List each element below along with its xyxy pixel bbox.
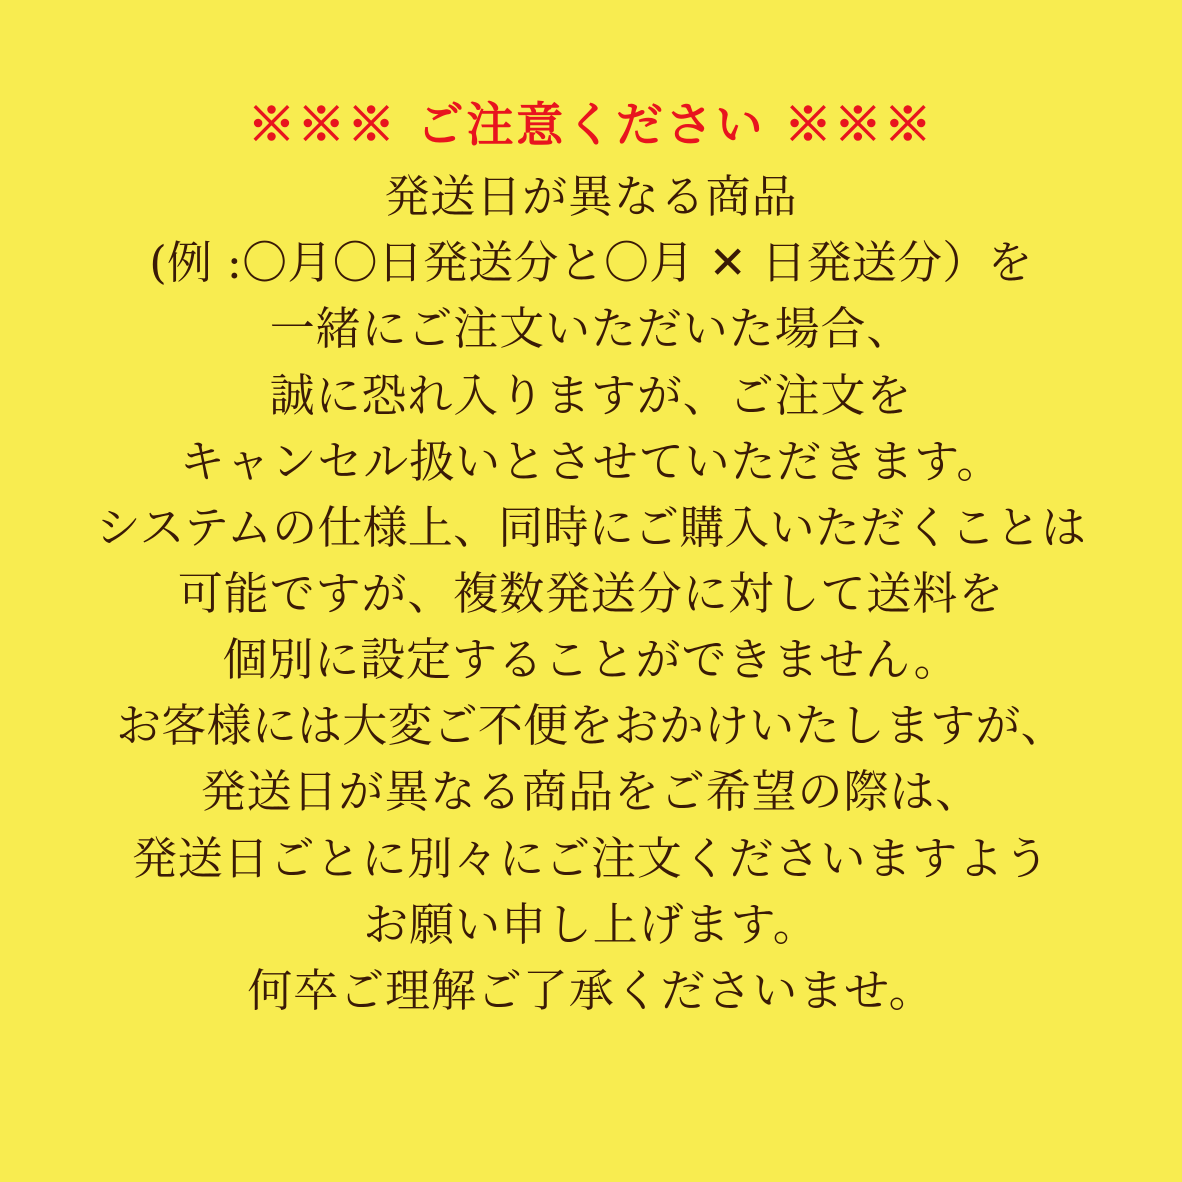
notice-line-11: 発送日ごとに別々にご注文くださいますよう bbox=[131, 831, 1050, 885]
notice-line-8: 個別に設定することができません。 bbox=[222, 633, 960, 687]
notice-line-12: お願い申し上げます。 bbox=[363, 897, 819, 951]
notice-line-3: 一緒にご注文いただいた場合、 bbox=[269, 302, 913, 356]
notice-line-5: キャンセル扱いとさせていただきます。 bbox=[179, 434, 1003, 488]
notice-heading: ※※※ ご注意ください ※※※ bbox=[247, 98, 935, 153]
notice-line-2: (例 :〇月〇日発送分と〇月 ✕ 日発送分）を bbox=[149, 236, 1033, 290]
notice-line-4: 誠に恐れ入りますが、ご注文を bbox=[269, 368, 913, 422]
notice-line-7: 可能ですが、複数発送分に対して送料を bbox=[177, 567, 1005, 620]
notice-line-1: 発送日が異なる商品 bbox=[384, 170, 798, 224]
notice-line-13: 何卒ご理解ご了承くださいませ。 bbox=[247, 963, 935, 1017]
notice-line-6: システムの仕様上、同時にご購入いただくことは bbox=[95, 500, 1087, 554]
notice-body bbox=[96, 164, 1086, 1024]
notice-line-9: お客様には大変ご不便をおかけいたしますが、 bbox=[116, 699, 1066, 753]
notice-line-10: 発送日が異なる商品をご希望の際は、 bbox=[200, 765, 982, 819]
